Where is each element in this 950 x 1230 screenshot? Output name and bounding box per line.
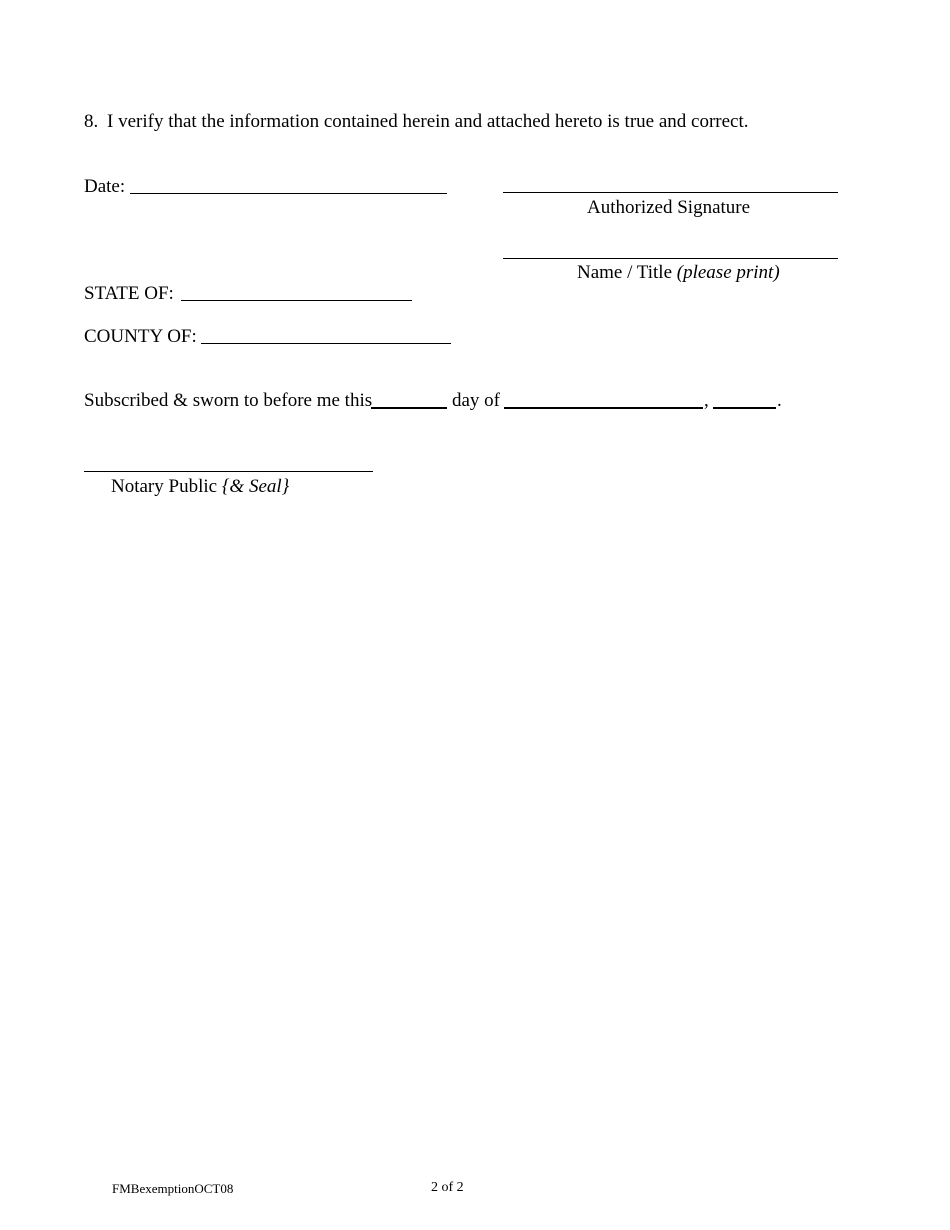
sworn-year-line[interactable]: [713, 407, 776, 409]
notary-signature-line[interactable]: [84, 471, 373, 472]
county-field-line[interactable]: [201, 343, 451, 344]
sworn-month-line[interactable]: [504, 407, 703, 409]
name-title-label-row: [577, 262, 780, 284]
statement-text: I verify that the information contained herein and attached hereto is true and correct.: [107, 111, 749, 132]
county-label: COUNTY OF:: [84, 326, 197, 347]
sworn-prefix: Subscribed & sworn to before me this: [84, 390, 373, 411]
notary-label-row: [111, 476, 289, 498]
sworn-comma: ,: [704, 390, 709, 411]
sworn-period: .: [777, 390, 782, 411]
date-label: Date:: [84, 176, 126, 197]
state-field-line[interactable]: [181, 300, 412, 301]
notary-label: Notary Public: [111, 476, 218, 497]
authorized-signature-line[interactable]: [503, 192, 838, 193]
name-title-label: Name / Title: [577, 262, 673, 283]
state-label: STATE OF:: [84, 283, 174, 304]
sworn-day-line[interactable]: [371, 407, 447, 409]
name-title-hint: (please print): [676, 262, 780, 283]
name-title-line[interactable]: [503, 258, 838, 259]
authorized-signature-label: Authorized Signature: [587, 197, 751, 218]
sworn-day-of: day of: [452, 390, 501, 411]
footer-page-number: 2 of 2: [431, 1180, 464, 1195]
notary-seal: {& Seal}: [221, 476, 290, 497]
date-field-line[interactable]: [130, 193, 447, 194]
statement-number: 8.: [84, 111, 99, 132]
footer-form-id: FMBexemptionOCT08: [112, 1181, 234, 1196]
